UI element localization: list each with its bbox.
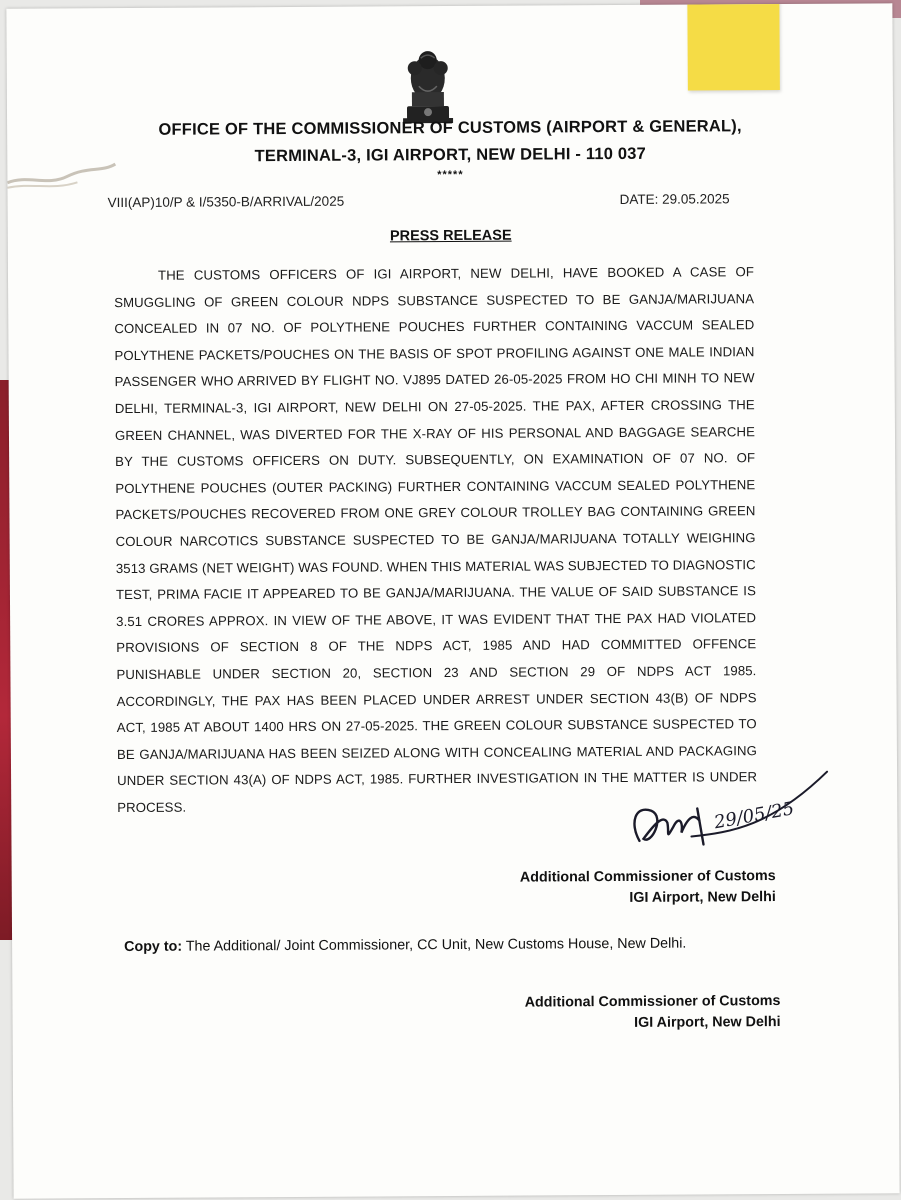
signatory-block — [442, 866, 776, 910]
second-signatory-block — [442, 991, 780, 1035]
press-release-title: PRESS RELEASE — [389, 227, 512, 245]
handwritten-signature — [621, 762, 842, 863]
header-separator: ***** — [437, 168, 464, 182]
document-page — [6, 3, 899, 1198]
second-signatory-location: IGI Airport, New Delhi — [634, 1014, 781, 1031]
copy-to-line — [124, 936, 686, 955]
signature-handwritten-date: 29/05/25 — [712, 798, 796, 834]
signatory-location: IGI Airport, New Delhi — [629, 889, 776, 906]
copy-to-label: Copy to: — [124, 938, 183, 956]
national-emblem-icon — [399, 46, 457, 124]
second-signatory-designation: Additional Commissioner of Customs — [524, 993, 781, 1011]
release-date: DATE: 29.05.2025 — [619, 191, 730, 207]
reference-number: VIII(AP)10/P & I/5350-B/ARRIVAL/2025 — [107, 193, 345, 211]
copy-to-recipient: The Additional/ Joint Commissioner, CC Unit, New Customs House, New Delhi. — [182, 935, 687, 955]
sticky-note — [687, 3, 780, 90]
press-release-body: THE CUSTOMS OFFICERS OF IGI AIRPORT, NEW DELHI, HAVE BOOKED A CASE OF SMUGGLING OF GREEN COLOUR NDPS SUBSTANCE SUSPECTED TO BE GANJA/MARIJUANA CONCEALED IN 07 NO. OF POLYTHENE POUCHES FURTHER CONTAINING VACCUM SEALED POLYTHENE PACKETS/POUCHES ON THE BASIS OF SPOT PROFILING AGAINST ONE MALE INDIAN PASSENGER WHO ARRIVED BY FLIGHT NO. VJ895 DATED 26-05-2025 FROM HO CHI MINH TO NEW DELHI, TERMINAL-3, IGI AIRPORT, NEW DELHI ON 27-05-2025. THE PAX, AFTER CROSSING THE GREEN CHANNEL, WAS DIVERTED FOR THE X-RAY OF HIS PERSONAL AND BAGGAGE SEARCHE BY THE CUSTOMS OFFICERS ON DUTY. SUBSEQUENTLY, ON EXAMINATION OF 07 NO. OF POLYTHENE POUCHES (OUTER PACKING) FURTHER CONTAINING VACCUM SEALED POLYTHENE PACKETS/POUCHES RECOVERED FROM ONE GREY COLOUR TROLLEY BAG CONTAINING GREEN COLOUR NARCOTICS SUBSTANCE SUSPECTED TO BE GANJA/MARIJUANA TOTALLY WEIGHING 3513 GRAMS (NET WEIGHT) WAS FOUND. WHEN THIS MATERIAL WAS SUBJECTED TO DIAGNOSTIC TEST, PRIMA FACIE IT APPEARED TO BE GANJA/MARIJUANA. THE VALUE OF SAID SUBSTANCE IS 3.51 CRORES APPROX. IN VIEW OF THE ABOVE, IT WAS EVIDENT THAT THE PAX HAD VIOLATED PROVISIONS OF SECTION 8 OF THE NDPS ACT, 1985 AND HAD COMMITTED OFFENCE PUNISHABLE UNDER SECTION 20, SECTION 23 AND SECTION 29 OF NDPS ACT 1985. ACCORDINGLY, THE PAX HAS BEEN PLACED UNDER ARREST UNDER SECTION 43(B) OF NDPS ACT, 1985 AT ABOUT 1400 HRS ON 27-05-2025. THE GREEN COLOUR SUBSTANCE SUSPECTED TO BE GANJA/MARIJUANA HAS BEEN SEIZED ALONG WITH CONCEALING MATERIAL AND PACKAGING UNDER SECTION 43(A) OF NDPS ACT, 1985. FURTHER INVESTIGATION IN THE MATTER IS UNDER PROCESS. — [114, 264, 758, 815]
office-address-line2: TERMINAL-3, IGI AIRPORT, NEW DELHI - 110 037 — [254, 144, 647, 166]
office-name-line1: OFFICE OF THE COMMISSIONER OF CUSTOMS (AIRPORT & GENERAL), — [158, 117, 742, 139]
signatory-designation: Additional Commissioner of Customs — [519, 868, 776, 886]
